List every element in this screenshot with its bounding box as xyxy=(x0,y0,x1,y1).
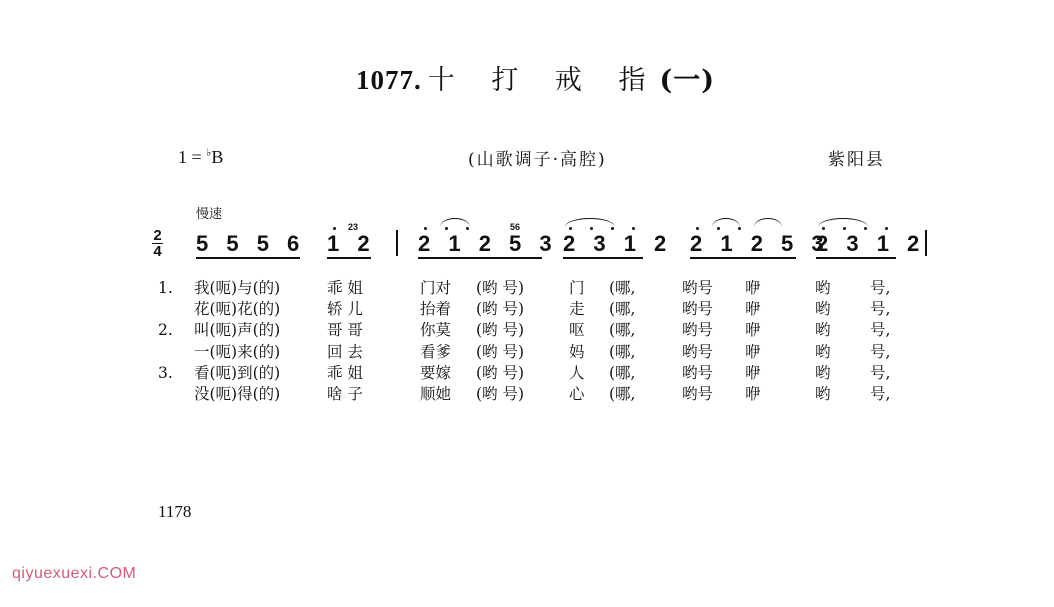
lyric-line xyxy=(158,278,890,299)
lyric-line xyxy=(158,320,890,341)
lyric-line xyxy=(158,363,890,384)
lyric-cell: (哪, xyxy=(609,300,636,319)
lyric-cell: 咿 xyxy=(745,321,761,340)
slur xyxy=(440,218,470,227)
octave-dot xyxy=(843,227,846,230)
lyric-cell: 门 xyxy=(569,279,585,297)
lyric-cell: 哟号 xyxy=(682,385,714,404)
beam-underline xyxy=(563,257,643,259)
lyric-cell: 哟 xyxy=(815,342,831,361)
verse-number xyxy=(158,342,194,363)
lyric-cell: 人 xyxy=(569,363,585,382)
notes-measure-1: 5 5 5 6 xyxy=(196,231,306,256)
genre-label: (山歌调子·高腔) xyxy=(468,150,607,170)
lyric-cell: 哥 哥 xyxy=(327,321,363,340)
time-sig-bottom: 4 xyxy=(153,243,162,260)
lyric-cell: 咿 xyxy=(745,363,761,382)
lyric-cell: 哟 xyxy=(815,321,831,340)
barline-end xyxy=(925,230,927,256)
notes-measure-3: 2 1 2 5 3 xyxy=(418,231,558,256)
song-name: 十 打 戒 指 xyxy=(427,65,660,96)
song-title xyxy=(356,58,715,97)
time-sig-top: 2 xyxy=(153,227,162,244)
lyric-cell: (哪, xyxy=(609,342,636,361)
octave-dot xyxy=(590,227,593,230)
lyric-cell: 号, xyxy=(870,321,891,340)
notes-measure-4: 2 3 1 2 xyxy=(563,231,673,256)
lyric-cell: (哪, xyxy=(609,363,636,382)
lyric-cell: 抬着 xyxy=(420,300,452,319)
lyric-cell: 走 xyxy=(569,300,585,319)
lyric-cell: 乖 姐 xyxy=(327,279,363,297)
key-signature xyxy=(178,146,223,168)
octave-dot xyxy=(424,227,427,230)
lyric-cell: (哟 号) xyxy=(476,363,525,382)
lyric-cell: 花(呃)花(的) xyxy=(194,300,281,319)
notes-measure-2: 1 2 xyxy=(327,231,376,256)
lyric-cell: (哪, xyxy=(609,279,636,297)
lyric-cell: (哟 号) xyxy=(476,385,525,404)
key-note: B xyxy=(211,147,224,167)
lyric-cell: 哟 xyxy=(815,385,831,404)
lyric-line xyxy=(158,384,890,405)
page-number: 1178 xyxy=(158,502,192,521)
lyric-cell: 哟号 xyxy=(682,363,714,382)
octave-dot xyxy=(569,227,572,230)
verse-number: 1. xyxy=(158,279,173,297)
lyric-cell: (哟 号) xyxy=(476,300,525,319)
lyric-cell: 咿 xyxy=(745,385,761,404)
octave-dot xyxy=(632,227,635,230)
lyric-cell: 号, xyxy=(870,363,891,382)
lyric-cell: 哟号 xyxy=(682,300,714,319)
time-signature xyxy=(152,229,163,258)
octave-dot xyxy=(696,227,699,230)
origin-label: 紫阳县 xyxy=(828,150,885,170)
lyric-cell: 没(呃)得(的) xyxy=(194,385,281,404)
song-number: 1077. xyxy=(356,65,422,95)
verse-number xyxy=(158,299,194,320)
lyric-cell: 咿 xyxy=(745,300,761,319)
lyric-cell: 号, xyxy=(870,342,891,361)
watermark-text[interactable]: qiyuexuexi.COM xyxy=(12,565,137,582)
lyric-line xyxy=(158,299,890,320)
octave-dot xyxy=(333,227,336,230)
lyric-cell: (哪, xyxy=(609,385,636,404)
lyric-cell: 号, xyxy=(870,300,891,319)
beam-underline xyxy=(327,257,371,259)
verse-number: 3. xyxy=(158,363,173,382)
lyric-cell: 回 去 xyxy=(327,342,363,361)
lyric-cell: 门对 xyxy=(420,279,452,297)
lyric-cell: 号, xyxy=(870,279,891,297)
key-prefix: 1 = xyxy=(178,147,202,167)
lyric-cell: (哟 号) xyxy=(476,279,525,297)
lyric-cell: 咿 xyxy=(745,279,761,297)
slur xyxy=(754,218,782,227)
lyric-cell: 咿 xyxy=(745,342,761,361)
tempo-marking: 慢速 xyxy=(196,207,223,222)
verse-number: 2. xyxy=(158,321,173,340)
lyric-cell: 啥 子 xyxy=(327,385,363,404)
lyrics-block xyxy=(158,278,890,405)
slur xyxy=(818,218,868,227)
lyric-cell: 哟号 xyxy=(682,321,714,340)
lyric-cell: 顺她 xyxy=(420,385,452,404)
barline-1 xyxy=(396,230,398,256)
lyric-cell: (哟 号) xyxy=(476,342,525,361)
lyric-cell: 妈 xyxy=(569,342,585,361)
lyric-cell: 乖 姐 xyxy=(327,363,363,382)
grace-notes-a: 23 xyxy=(348,222,359,232)
lyric-cell: 叫(呃)声(的) xyxy=(194,321,281,340)
octave-dot xyxy=(822,227,825,230)
octave-dot xyxy=(466,227,469,230)
octave-dot xyxy=(885,227,888,230)
lyric-cell: 看(呃)到(的) xyxy=(194,363,281,382)
lyric-cell: 哟号 xyxy=(682,342,714,361)
lyric-cell: 你莫 xyxy=(420,321,452,340)
grace-notes-b: 56 xyxy=(510,222,521,232)
beam-underline xyxy=(418,257,542,259)
octave-dot xyxy=(445,227,448,230)
lyric-cell: 哟 xyxy=(815,300,831,319)
slur xyxy=(712,218,740,227)
lyric-cell: (哟 号) xyxy=(476,321,525,340)
lyric-cell: 哟 xyxy=(815,363,831,382)
lyric-cell: 要嫁 xyxy=(420,363,452,382)
lyric-cell: 心 xyxy=(569,385,585,404)
flat-sign: ♭ xyxy=(206,147,212,159)
octave-dot xyxy=(864,227,867,230)
lyric-cell: 哟号 xyxy=(682,279,714,297)
beam-underline xyxy=(196,257,300,259)
lyric-cell: 一(呃)来(的) xyxy=(194,342,281,361)
octave-dot xyxy=(611,227,614,230)
octave-dot xyxy=(717,227,720,230)
song-part: (一) xyxy=(659,65,716,96)
octave-dot xyxy=(738,227,741,230)
lyric-cell: 我(呃)与(的) xyxy=(194,279,281,297)
lyric-cell: 号, xyxy=(870,385,891,404)
lyric-cell: 哟 xyxy=(815,279,831,297)
beam-underline xyxy=(690,257,796,259)
lyric-cell: 轿 儿 xyxy=(327,300,363,319)
lyric-line xyxy=(158,342,890,363)
lyric-cell: 呕 xyxy=(569,321,585,340)
notes-measure-5: 2 1 2 5 3 xyxy=(690,231,830,256)
verse-number xyxy=(158,384,194,405)
slur xyxy=(565,218,615,227)
lyric-cell: (哪, xyxy=(609,321,636,340)
beam-underline xyxy=(816,257,896,259)
notes-measure-6: 2 3 1 2 xyxy=(816,231,926,256)
lyric-cell: 看爹 xyxy=(420,342,452,361)
